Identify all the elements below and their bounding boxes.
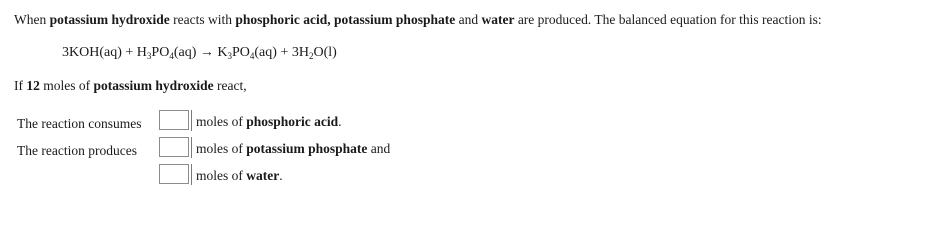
intro-text-2: reacts with xyxy=(169,12,236,27)
eq-k3po4-sub4: 4 xyxy=(249,51,255,61)
eq-k3po4-state: (aq) xyxy=(254,45,277,60)
eq-water-sub2: 2 xyxy=(308,51,314,61)
question-text xyxy=(14,78,247,94)
row-produces-label: The reaction produces xyxy=(17,143,137,158)
eq-water-3h: 3H xyxy=(291,45,309,60)
unit-substance: potassium phosphate xyxy=(246,141,368,156)
eq-h3po4-state: (aq) xyxy=(173,45,197,60)
intro-water: water xyxy=(481,12,515,27)
potassium-phosphate-unit xyxy=(196,141,390,157)
answer-divider xyxy=(191,164,192,185)
balanced-equation xyxy=(62,45,337,61)
unit-suffix: and xyxy=(367,141,391,156)
problem-intro xyxy=(14,12,822,28)
question-text-1: If xyxy=(14,78,27,93)
unit-prefix: moles of xyxy=(196,114,247,129)
eq-k3po4-k: K xyxy=(217,45,228,60)
eq-k3po4-po: PO xyxy=(231,45,250,60)
eq-h3po4-sub4: 4 xyxy=(169,51,174,61)
eq-plus-1: + xyxy=(121,45,137,60)
unit-substance: phosphoric acid xyxy=(246,114,339,129)
intro-koh: potassium hydroxide xyxy=(49,12,170,27)
eq-plus-2: + xyxy=(276,45,292,60)
unit-suffix: . xyxy=(338,114,342,129)
unit-prefix: moles of xyxy=(196,141,247,156)
unit-substance: water xyxy=(246,168,280,183)
eq-k3po4-sub3: 3 xyxy=(227,51,232,61)
question-amount: 12 xyxy=(26,78,40,93)
intro-h3po4: phosphoric acid, xyxy=(235,12,331,27)
phosphoric-acid-unit xyxy=(196,114,342,130)
intro-text-4: and xyxy=(455,12,482,27)
water-moles-input[interactable] xyxy=(159,164,189,184)
intro-text-5: are produced. The balanced equation for this reaction is: xyxy=(514,12,822,27)
potassium-phosphate-moles-input[interactable] xyxy=(159,137,189,157)
row-consumes-label: The reaction consumes xyxy=(17,116,142,131)
eq-h3po4-h: H xyxy=(136,45,147,60)
eq-h3po4-po: PO xyxy=(151,45,170,60)
phosphoric-acid-moles-input[interactable] xyxy=(159,110,189,130)
eq-product-k3po4 xyxy=(217,45,277,60)
question-text-3: react, xyxy=(213,78,247,93)
eq-reactant-h3po4 xyxy=(137,45,197,60)
unit-suffix: . xyxy=(279,168,283,183)
eq-product-water xyxy=(292,45,337,60)
answer-divider xyxy=(191,137,192,158)
question-substance: potassium hydroxide xyxy=(93,78,214,93)
unit-prefix: moles of xyxy=(196,168,247,183)
eq-arrow: → xyxy=(196,45,218,60)
intro-text-1: When xyxy=(14,12,50,27)
eq-reactant-koh: 3KOH(aq) xyxy=(62,45,122,60)
answer-divider xyxy=(191,110,192,131)
question-text-2: moles of xyxy=(39,78,94,93)
intro-k3po4: potassium phosphate xyxy=(334,12,456,27)
water-unit xyxy=(196,168,283,184)
eq-h3po4-sub3: 3 xyxy=(146,51,152,61)
eq-water-ol: O(l) xyxy=(313,45,337,60)
